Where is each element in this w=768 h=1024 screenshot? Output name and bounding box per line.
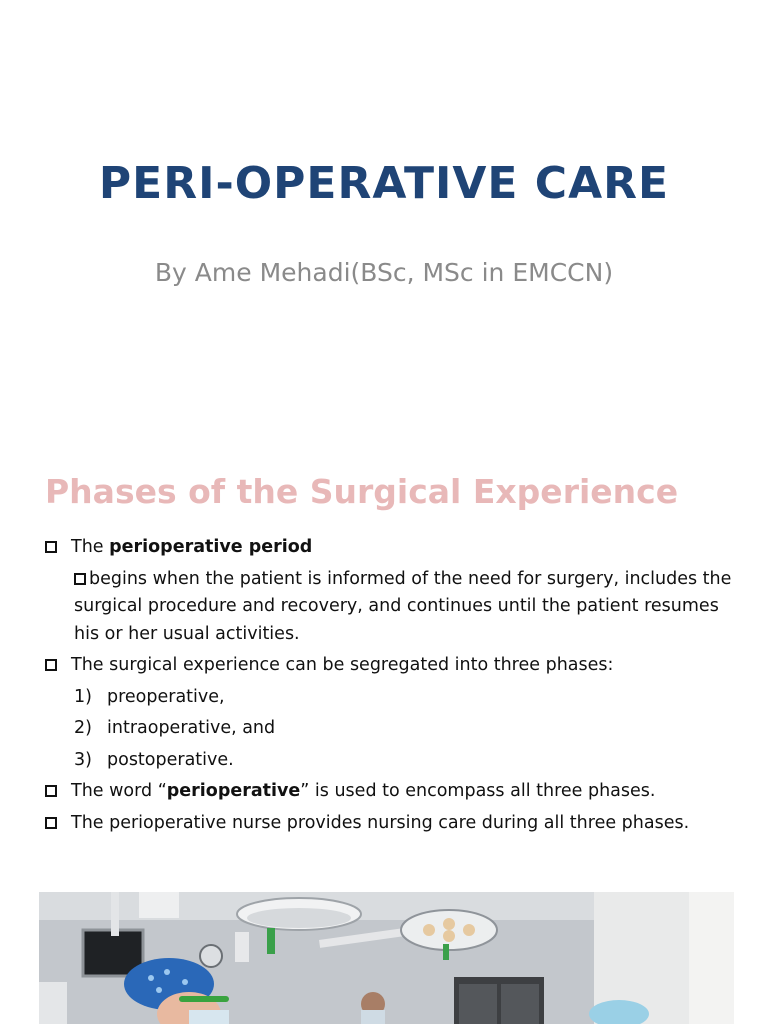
phase-text: intraoperative, and: [107, 718, 276, 738]
bullet-text-pre: The word “: [71, 781, 167, 801]
bullet-nurse-care: [45, 810, 735, 838]
slide-title: PERI-OPERATIVE CARE: [98, 158, 670, 209]
sub-bullet-text: begins when the patient is informed of the need for surgery, includes the surgical procedure and recovery, and continues until the patient resumes his or her usual activities.: [74, 568, 732, 644]
slide-subtitle: By Ame Mehadi(BSc, MSc in EMCCN): [154, 258, 614, 287]
bullet-text-bold: perioperative period: [109, 537, 313, 557]
phase-item: [45, 684, 735, 712]
bullet-text: The surgical experience can be segregated into three phases:: [71, 655, 614, 675]
bullet-word-perioperative: [45, 778, 735, 806]
bullet-text-post: ” is used to encompass all three phases.: [300, 781, 656, 801]
bullet-text-bold: perioperative: [166, 781, 301, 801]
phase-number: 1): [74, 686, 92, 707]
phase-item: [45, 747, 735, 775]
section-heading: Phases of the Surgical Experience: [45, 472, 679, 511]
bullet-three-phases: [45, 652, 735, 680]
phase-text: postoperative.: [107, 749, 234, 770]
bullet-perioperative-period: [45, 534, 735, 562]
checkbox-bullet-icon: [74, 573, 86, 585]
bullet-list: [45, 534, 735, 837]
phase-text: preoperative,: [107, 686, 225, 707]
operating-room-illustration: [39, 892, 734, 1024]
sub-bullet-definition: [45, 566, 735, 649]
checkbox-bullet-icon: [45, 659, 57, 671]
checkbox-bullet-icon: [45, 541, 57, 553]
phase-number: 2): [74, 718, 92, 738]
checkbox-bullet-icon: [45, 785, 57, 797]
phase-item: [45, 715, 735, 743]
phase-number: 3): [74, 749, 92, 770]
bullet-text: The perioperative nurse provides nursing care during all three phases.: [71, 812, 690, 833]
operating-room-photo: [39, 892, 734, 1024]
bullet-text: [71, 534, 312, 562]
checkbox-bullet-icon: [45, 817, 57, 829]
bullet-text: [71, 778, 655, 806]
bullet-text-pre: The: [71, 537, 110, 557]
